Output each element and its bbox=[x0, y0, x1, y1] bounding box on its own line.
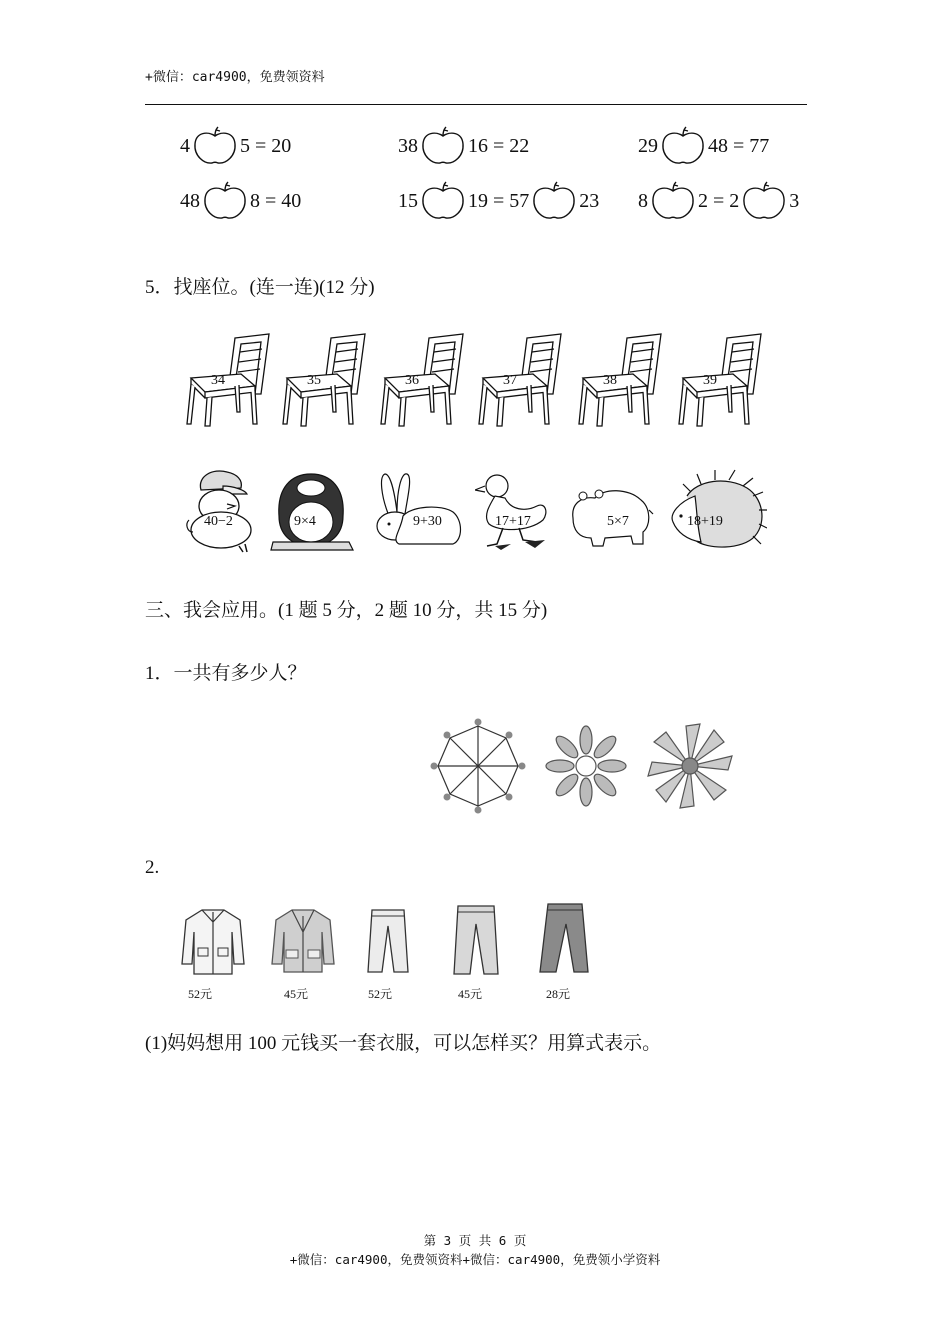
chair-icon bbox=[675, 330, 767, 430]
question5-title: 5．找座位。(连一连)(12 分) bbox=[145, 277, 375, 298]
chair-number: 34 bbox=[211, 373, 225, 388]
apple-icon[interactable] bbox=[420, 126, 466, 166]
people-circle-icon bbox=[428, 716, 734, 816]
trousers-icon bbox=[446, 902, 506, 980]
apple-equation-2 bbox=[398, 126, 529, 166]
equation-right: 2 = 2 bbox=[698, 189, 740, 212]
clothing-item[interactable] bbox=[178, 902, 248, 1002]
dark-trousers-icon bbox=[534, 902, 594, 980]
problem2-sub1: (1)妈妈想用 100 元钱买一套衣服，可以怎样买？用算式表示。 bbox=[145, 1033, 662, 1054]
header-note: +微信：car4900，免费领资料 bbox=[145, 70, 325, 85]
equation-left: 29 bbox=[638, 134, 658, 157]
duck-icon bbox=[475, 466, 555, 554]
problem1-title: 1．一共有多少人？ bbox=[145, 663, 307, 684]
equation-left: 15 bbox=[398, 189, 418, 212]
apple-equation-1 bbox=[180, 126, 291, 166]
animal-hippo[interactable] bbox=[567, 466, 655, 554]
jacket-icon bbox=[268, 902, 338, 978]
animal-expression: 9+30 bbox=[413, 514, 442, 529]
chair-36[interactable] bbox=[377, 330, 469, 434]
apple-icon[interactable] bbox=[741, 181, 787, 221]
price-label: 45元 bbox=[284, 987, 309, 1001]
price-label: 52元 bbox=[368, 987, 393, 1001]
animal-expression: 17+17 bbox=[495, 514, 531, 529]
apple-icon[interactable] bbox=[531, 181, 577, 221]
chair-icon bbox=[475, 330, 567, 430]
chair-number: 39 bbox=[703, 373, 717, 388]
equation-right: 5 = 20 bbox=[240, 134, 292, 157]
apple-icon[interactable] bbox=[650, 181, 696, 221]
apple-equation-3 bbox=[638, 126, 769, 166]
people-formations bbox=[428, 716, 734, 816]
chair-number: 37 bbox=[503, 373, 517, 388]
hippo-icon bbox=[567, 466, 655, 554]
coat-icon bbox=[178, 902, 248, 978]
price-label: 28元 bbox=[546, 987, 571, 1001]
equation-right: 19 = 57 bbox=[468, 189, 530, 212]
chair-number: 38 bbox=[603, 373, 617, 388]
chair-number: 36 bbox=[405, 373, 419, 388]
equation-left: 48 bbox=[180, 189, 200, 212]
animal-penguin[interactable] bbox=[269, 466, 355, 554]
section3-title: 三、我会应用。(1 题 5 分，2 题 10 分，共 15 分) bbox=[145, 600, 548, 621]
problem2-title: 2. bbox=[145, 857, 160, 878]
equation-right: 16 = 22 bbox=[468, 134, 530, 157]
clothing-item[interactable] bbox=[446, 902, 506, 1002]
hedgehog-icon bbox=[667, 466, 767, 554]
equation-tail: 23 bbox=[579, 189, 600, 212]
chair-35[interactable] bbox=[279, 330, 371, 434]
chair-37[interactable] bbox=[475, 330, 567, 434]
animal-expression: 18+19 bbox=[687, 514, 723, 529]
equation-left: 38 bbox=[398, 134, 418, 157]
price-label: 45元 bbox=[458, 987, 483, 1001]
page-number: 第 3 页 共 6 页 bbox=[423, 1233, 527, 1248]
chair-34[interactable] bbox=[183, 330, 275, 434]
animals-row bbox=[183, 466, 773, 554]
apple-icon[interactable] bbox=[192, 126, 238, 166]
equation-left: 8 bbox=[638, 189, 648, 212]
header-divider bbox=[145, 104, 807, 105]
animal-duck[interactable] bbox=[475, 466, 555, 554]
equation-right: 48 = 77 bbox=[708, 134, 770, 157]
apple-icon[interactable] bbox=[660, 126, 706, 166]
chair-icon bbox=[279, 330, 371, 430]
animal-expression: 5×7 bbox=[607, 514, 629, 529]
price-label: 52元 bbox=[188, 987, 213, 1001]
apple-equation-4 bbox=[180, 181, 301, 221]
animal-expression: 40−2 bbox=[204, 514, 233, 529]
clothing-item[interactable] bbox=[358, 902, 418, 1002]
rabbit-icon bbox=[371, 466, 467, 554]
animal-chick[interactable] bbox=[183, 466, 265, 554]
apple-icon[interactable] bbox=[420, 181, 466, 221]
apple-equation-5 bbox=[398, 181, 599, 221]
chair-number: 35 bbox=[307, 373, 321, 388]
footer-note: +微信：car4900，免费领资料+微信：car4900，免费领小学资料 bbox=[289, 1252, 661, 1267]
chairs-row bbox=[183, 330, 763, 432]
chair-icon bbox=[377, 330, 469, 430]
animal-hedgehog[interactable] bbox=[667, 466, 767, 554]
clothes-row bbox=[178, 902, 618, 1002]
chair-38[interactable] bbox=[575, 330, 667, 434]
clothing-item[interactable] bbox=[268, 902, 338, 1002]
penguin-icon bbox=[269, 466, 355, 554]
apple-equation-6 bbox=[638, 181, 799, 221]
chair-icon bbox=[183, 330, 275, 430]
shorts-icon bbox=[358, 902, 418, 978]
apple-icon[interactable] bbox=[202, 181, 248, 221]
chair-icon bbox=[575, 330, 667, 430]
equation-right: 8 = 40 bbox=[250, 189, 302, 212]
equation-tail: 3 bbox=[789, 189, 800, 212]
chick-icon bbox=[183, 466, 265, 554]
animal-rabbit[interactable] bbox=[371, 466, 467, 554]
clothing-item[interactable] bbox=[534, 902, 594, 1002]
chair-39[interactable] bbox=[675, 330, 767, 434]
equation-left: 4 bbox=[180, 134, 190, 157]
animal-expression: 9×4 bbox=[294, 514, 316, 529]
